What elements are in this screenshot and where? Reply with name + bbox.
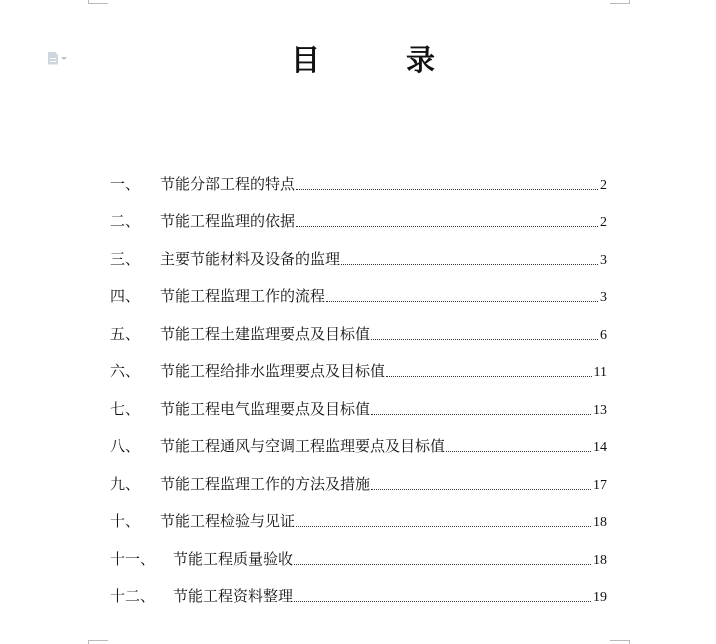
- toc-dot-leader: [386, 375, 592, 377]
- toc-entry-page-number: 17: [593, 477, 607, 493]
- toc-dot-leader: [371, 413, 591, 415]
- toc-entry-line: [110, 210, 607, 235]
- toc-entry-number: 三、: [110, 249, 141, 268]
- toc-entry-line: [110, 173, 607, 198]
- toc-entry[interactable]: [110, 348, 607, 386]
- toc-entry-line: [110, 248, 607, 273]
- toc-dot-leader: [371, 338, 598, 340]
- toc-entry-page-number: 3: [600, 290, 607, 305]
- toc-entry[interactable]: [110, 310, 607, 348]
- toc-entry-number: 十一、: [110, 549, 156, 568]
- toc-entry-page-number: 2: [600, 215, 607, 230]
- toc-dot-leader: [446, 450, 591, 452]
- toc-entry-label: 节能工程监理工作的流程: [160, 287, 326, 305]
- toc-entry-line: [110, 285, 607, 310]
- toc-entry-number: 二、: [110, 212, 141, 230]
- toc-dot-leader: [294, 563, 591, 565]
- crop-mark-bottom-left-h: [88, 640, 108, 641]
- toc-entry-line: [110, 360, 607, 385]
- toc-entry-label: 节能工程电气监理要点及目标值: [160, 399, 371, 418]
- toc-entry[interactable]: [110, 460, 607, 498]
- toc-dot-leader: [296, 525, 591, 527]
- toc-entry-line: [110, 323, 607, 348]
- toc-entry-number: 五、: [110, 324, 141, 343]
- toc-entry-number: 一、: [110, 174, 141, 193]
- toc-entry[interactable]: [110, 273, 607, 311]
- toc-entry-line: [110, 510, 607, 535]
- toc-entry-line: [110, 585, 607, 610]
- toc-entry-label: 节能工程通风与空调工程监理要点及目标值: [160, 437, 446, 455]
- toc-entry-page-number: 18: [593, 552, 607, 568]
- crop-mark-bottom-right-h: [610, 640, 630, 641]
- toc-entry-line: [110, 473, 607, 498]
- toc-entry-line: [110, 435, 607, 460]
- toc-dot-leader: [341, 263, 598, 265]
- toc-dot-leader: [326, 300, 598, 302]
- toc-entry-number: 九、: [110, 474, 141, 493]
- toc-entry-label: 节能工程检验与见证: [160, 512, 296, 530]
- toc-entry-number: 十二、: [110, 587, 156, 605]
- toc-dot-leader: [296, 188, 598, 190]
- toc-entry-label: 节能工程监理的依据: [160, 212, 296, 230]
- toc-entry[interactable]: [110, 160, 607, 198]
- toc-entry-page-number: 6: [600, 327, 607, 343]
- toc-entry-label: 节能工程给排水监理要点及目标值: [160, 362, 386, 380]
- toc-entry[interactable]: [110, 573, 607, 611]
- toc-dot-leader: [371, 488, 591, 490]
- toc-entry-line: [110, 548, 607, 573]
- toc-entry-label: 节能工程监理工作的方法及措施: [160, 474, 371, 493]
- crop-mark-top-left-h: [88, 3, 108, 4]
- toc-entry-label: 节能工程质量验收: [173, 549, 294, 568]
- toc-dot-leader: [294, 600, 591, 602]
- toc-entry-page-number: 14: [593, 440, 607, 455]
- toc-entry-label: 节能工程资料整理: [173, 587, 294, 605]
- toc-entry-label: 主要节能材料及设备的监理: [160, 249, 341, 268]
- toc-entry-number: 七、: [110, 399, 141, 418]
- toc-entry-page-number: 18: [593, 515, 607, 530]
- toc-entry-label: 节能工程土建监理要点及目标值: [160, 324, 371, 343]
- toc-entry-page-number: 19: [593, 590, 607, 605]
- toc-entry-number: 八、: [110, 437, 141, 455]
- toc-entry-page-number: 11: [593, 365, 607, 380]
- toc-entry-label: 节能分部工程的特点: [160, 174, 296, 193]
- toc-entry-number: 六、: [110, 362, 141, 380]
- toc-entry[interactable]: [110, 535, 607, 573]
- toc-entry[interactable]: [110, 198, 607, 236]
- toc-entry-page-number: 3: [600, 252, 607, 268]
- toc-entry-number: 四、: [110, 287, 141, 305]
- table-of-contents: [110, 160, 607, 610]
- crop-mark-top-right-h: [610, 3, 630, 4]
- toc-entry[interactable]: [110, 498, 607, 536]
- toc-entry[interactable]: [110, 235, 607, 273]
- toc-dot-leader: [296, 225, 598, 227]
- toc-entry-page-number: 2: [600, 177, 607, 193]
- toc-entry-line: [110, 398, 607, 423]
- toc-entry[interactable]: [110, 423, 607, 461]
- toc-entry-number: 十、: [110, 512, 141, 530]
- page-title: 目 录: [290, 43, 474, 77]
- toc-entry-page-number: 13: [593, 402, 607, 418]
- toc-entry[interactable]: [110, 385, 607, 423]
